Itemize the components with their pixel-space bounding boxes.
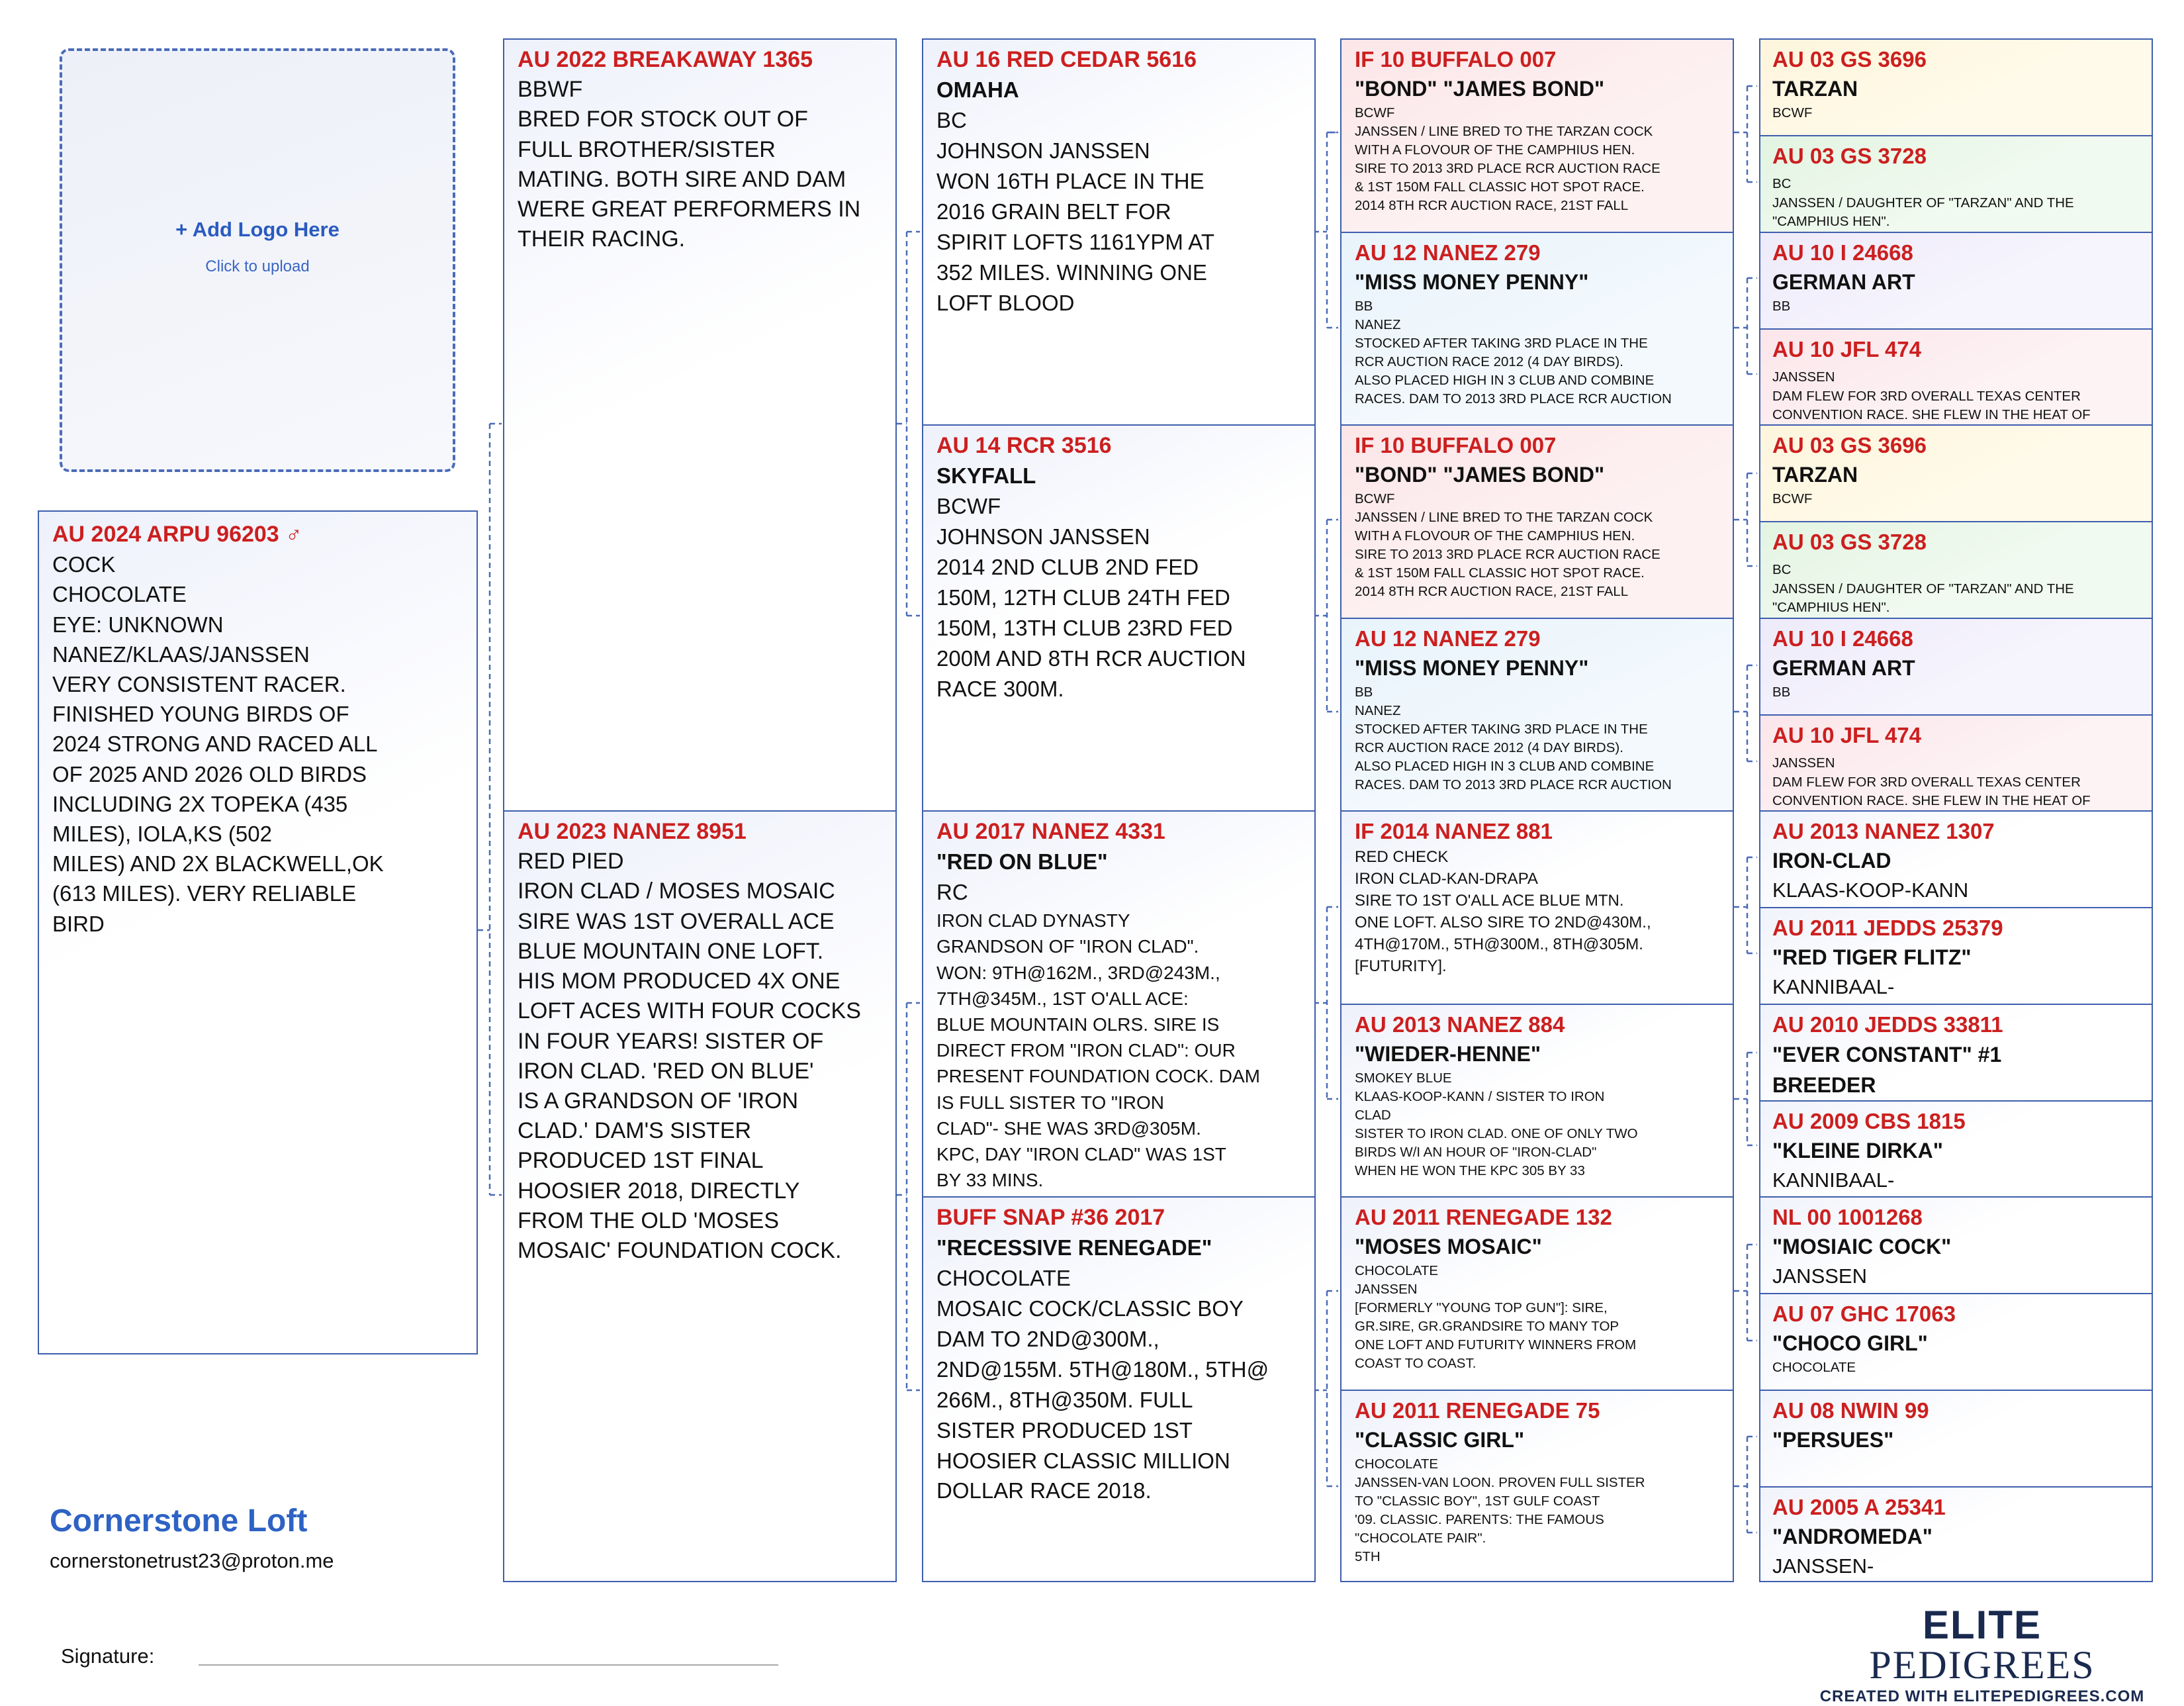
gen4-details: KLAAS-KOOP-KANN: [1772, 878, 1969, 902]
great-grandparent-reg: AU 2011 RENEGADE 132: [1355, 1205, 1612, 1229]
gen4-details: KANNIBAAL-: [1772, 1168, 1895, 1192]
gen4-reg: AU 10 I 24668: [1772, 240, 1913, 265]
gen4-name: "PERSUES": [1772, 1427, 1894, 1452]
sire-reg: AU 2022 BREAKAWAY 1365: [518, 47, 813, 72]
connector-g3-4: [1734, 857, 1757, 953]
brand-name-b: PEDIGREES: [1869, 1643, 2095, 1687]
grandparent-name: "RECESSIVE RENEGADE": [936, 1235, 1212, 1260]
gen4-notes: BB: [1772, 298, 1791, 314]
brand-logo: [1807, 1605, 2158, 1706]
connector-g3-7: [1734, 1437, 1757, 1533]
connector-g3-1: [1734, 278, 1757, 374]
brand-name-a: ELITE: [1922, 1603, 2042, 1647]
connector-g3-2: [1734, 473, 1757, 566]
great-grandparent-name: "MISS MONEY PENNY": [1355, 655, 1589, 680]
dam-details: RED PIED IRON CLAD / MOSES MOSAIC SIRE WAS 1ST OVERALL ACE BLUE MOUNTAIN ONE LOFT. HIS MOM PRODUCED 4X ONE LOFT ACES WITH FOUR COCKS IN FOUR YEARS! SISTER OF IRON CLAD. 'RED ON BLUE' IS A GRANDSON OF 'IRON CLAD.' DAM'S SISTER PRODUCED 1ST FINAL HOOSIER 2018, DIRECTLY FROM THE OLD 'MOSES MOSAIC' FOUNDATION COCK.: [518, 849, 861, 1264]
great-grandparent-notes: BB NANEZ STOCKED AFTER TAKING 3RD PLACE IN THE RCR AUCTION RACE 2012 (4 DAY BIRDS). ALSO PLACED HIGH IN 3 CLUB AND COMBINE RACES. DAM TO 2013 3RD PLACE RCR AUCTION: [1355, 298, 1672, 407]
gen4-box[interactable]: [1759, 810, 2153, 908]
grandparent-box[interactable]: [922, 1196, 1316, 1582]
gen4-reg: AU 2011 JEDDS 25379: [1772, 916, 2003, 940]
connector-g3-5: [1734, 1053, 1757, 1145]
gen4-name: "MOSIAIC COCK": [1772, 1234, 1952, 1258]
gen4-notes: BC JANSSEN / DAUGHTER OF "TARZAN" AND THE "CAMPHIUS HEN".: [1772, 175, 2074, 230]
gen4-name: GERMAN ART: [1772, 269, 1915, 294]
gen4-name: TARZAN: [1772, 76, 1858, 101]
great-grandparent-name: "CLASSIC GIRL": [1355, 1427, 1525, 1452]
grandparent-name: "RED ON BLUE": [936, 849, 1108, 875]
great-grandparent-notes: BCWF JANSSEN / LINE BRED TO THE TARZAN COCK WITH A FLOVOUR OF THE CAMPHIUS HEN. SIRE TO 2013 3RD PLACE RCR AUCTION RACE & 1ST 150M FALL CLASSIC HOT SPOT RACE. 2014 8TH RCR AUCTION RACE, 21ST FALL: [1355, 491, 1661, 600]
gen4-reg: AU 03 GS 3696: [1772, 433, 1927, 457]
gen4-notes: BCWF: [1772, 105, 1813, 120]
loft-email: cornerstonetrust23@proton.me: [50, 1549, 334, 1572]
brand-subtitle: CREATED WITH ELITEPEDIGREES.COM: [1819, 1687, 2145, 1705]
gen4-reg: NL 00 1001268: [1772, 1205, 1923, 1229]
great-grandparent-notes: BB NANEZ STOCKED AFTER TAKING 3RD PLACE IN THE RCR AUCTION RACE 2012 (4 DAY BIRDS). ALSO PLACED HIGH IN 3 CLUB AND COMBINE RACES. DAM TO 2013 3RD PLACE RCR AUCTION: [1355, 684, 1672, 793]
gen4-name: "EVER CONSTANT" #1 BREEDER: [1772, 1042, 2002, 1098]
gen4-details: JANSSEN-: [1772, 1554, 1874, 1578]
great-grandparent-notes: CHOCOLATE JANSSEN-VAN LOON. PROVEN FULL SISTER TO "CLASSIC BOY", 1ST GULF COAST '09. CLASSIC. PARENTS: THE FAMOUS "CHOCOLATE PAIR". 5TH: [1355, 1456, 1645, 1565]
gen4-box[interactable]: [1759, 618, 2153, 716]
gen4-reg: AU 10 JFL 474: [1772, 337, 1922, 361]
grandparent-box[interactable]: [922, 38, 1316, 426]
grandparent-name: SKYFALL: [936, 463, 1036, 489]
grandparent-reg: AU 16 RED CEDAR 5616: [936, 47, 1197, 72]
gen4-reg: AU 03 GS 3728: [1772, 144, 1927, 168]
great-grandparent-reg: IF 10 BUFFALO 007: [1355, 433, 1557, 457]
gen4-notes: JANSSEN DAM FLEW FOR 3RD OVERALL TEXAS CENTER CONVENTION RACE. SHE FLEW IN THE HEAT OF: [1772, 369, 2091, 423]
gen4-name: GERMAN ART: [1772, 655, 1915, 680]
great-grandparent-notes: BCWF JANSSEN / LINE BRED TO THE TARZAN COCK WITH A FLOVOUR OF THE CAMPHIUS HEN. SIRE TO 2013 3RD PLACE RCR AUCTION RACE & 1ST 150M FALL CLASSIC HOT SPOT RACE. 2014 8TH RCR AUCTION RACE, 21ST FALL: [1355, 105, 1661, 214]
gen4-name: IRON-CLAD: [1772, 848, 1891, 873]
gen4-box[interactable]: [1759, 907, 2153, 1005]
loft-name: Cornerstone Loft: [50, 1503, 308, 1539]
great-grandparent-reg: AU 2011 RENEGADE 75: [1355, 1398, 1600, 1423]
gen4-name: "ANDROMEDA": [1772, 1524, 1933, 1548]
gen4-box[interactable]: [1759, 1196, 2153, 1294]
great-grandparent-reg: IF 10 BUFFALO 007: [1355, 47, 1557, 71]
gen4-box[interactable]: [1759, 1004, 2153, 1102]
great-grandparent-box[interactable]: [1340, 424, 1734, 620]
sire-box[interactable]: [503, 38, 897, 812]
great-grandparent-name: "MISS MONEY PENNY": [1355, 269, 1589, 294]
gen4-name: "CHOCO GIRL": [1772, 1331, 1928, 1355]
grandparent-reg: AU 2017 NANEZ 4331: [936, 819, 1165, 844]
sire-details: BBWF BRED FOR STOCK OUT OF FULL BROTHER/SISTER MATING. BOTH SIRE AND DAM WERE GREAT PERFORMERS IN THEIR RACING.: [518, 77, 861, 252]
gen4-notes: CHOCOLATE: [1772, 1359, 1856, 1375]
connector-g2-3: [1314, 1291, 1338, 1486]
great-grandparent-name: "WIEDER-HENNE": [1355, 1041, 1541, 1066]
gen4-reg: AU 07 GHC 17063: [1772, 1302, 1956, 1326]
grandparent-box[interactable]: [922, 810, 1316, 1198]
gen4-notes: BCWF: [1772, 491, 1813, 506]
grandparent-details: RC: [936, 880, 968, 905]
great-grandparent-box[interactable]: [1340, 38, 1734, 234]
great-grandparent-box[interactable]: [1340, 1004, 1734, 1199]
gen4-reg: AU 10 JFL 474: [1772, 723, 1922, 747]
grandparent-reg: BUFF SNAP #36 2017: [936, 1205, 1165, 1230]
gen4-reg: AU 03 GS 3696: [1772, 47, 1927, 71]
gen4-details: JANSSEN: [1772, 1264, 1867, 1288]
upload-hint: Click to upload: [205, 258, 310, 275]
gen4-details: KANNIBAAL-: [1772, 974, 1895, 998]
signature-line[interactable]: [199, 1664, 778, 1666]
great-grandparent-details: RED CHECK IRON CLAD-KAN-DRAPA SIRE TO 1ST O'ALL ACE BLUE MTN. ONE LOFT. ALSO SIRE TO 2ND@430M., 4TH@170M., 5TH@300M., 8TH@305M. [FUTURITY].: [1355, 847, 1651, 976]
great-grandparent-reg: AU 2013 NANEZ 884: [1355, 1012, 1565, 1037]
connector-g2-1: [1314, 520, 1338, 712]
gen4-name: "RED TIGER FLITZ": [1772, 945, 1972, 969]
great-grandparent-name: "BOND" "JAMES BOND": [1355, 462, 1605, 487]
dam-box[interactable]: [503, 810, 897, 1582]
connector-g3-3: [1734, 665, 1757, 761]
gen4-box[interactable]: [1759, 1390, 2153, 1488]
gen4-box[interactable]: [1759, 38, 2153, 136]
gen4-box[interactable]: [1759, 328, 2153, 426]
gen4-name: "KLEINE DIRKA": [1772, 1138, 1943, 1162]
great-grandparent-box[interactable]: [1340, 232, 1734, 427]
connector-sire: [897, 232, 920, 616]
great-grandparent-reg: IF 2014 NANEZ 881: [1355, 819, 1553, 843]
great-grandparent-notes: CHOCOLATE JANSSEN [FORMERLY "YOUNG TOP GUN"]: SIRE, GR.SIRE, GR.GRANDSIRE TO MANY TOP ONE LOFT AND FUTURITY WINNERS FROM COAST TO COAST.: [1355, 1262, 1637, 1372]
great-grandparent-name: "BOND" "JAMES BOND": [1355, 76, 1605, 101]
gen4-box[interactable]: [1759, 1100, 2153, 1198]
gen4-box[interactable]: [1759, 424, 2153, 522]
grandparent-details: BC JOHNSON JANSSEN WON 16TH PLACE IN THE 2016 GRAIN BELT FOR SPIRIT LOFTS 1161YPM AT 352 MILES. WINNING ONE LOFT BLOOD: [936, 108, 1214, 315]
gen4-box[interactable]: [1759, 1486, 2153, 1582]
great-grandparent-notes: SMOKEY BLUE KLAAS-KOOP-KANN / SISTER TO IRON CLAD SISTER TO IRON CLAD. ONE OF ONLY TWO BIRDS W/I AN HOUR OF "IRON-CLAD" WHEN HE WON THE KPC 305 BY 33: [1355, 1070, 1638, 1179]
subject-box[interactable]: [38, 510, 478, 1354]
grandparent-box[interactable]: [922, 424, 1316, 812]
grandparent-details: BCWF JOHNSON JANSSEN 2014 2ND CLUB 2ND FED 150M, 12TH CLUB 24TH FED 150M, 13TH CLUB 23RD FED 200M AND 8TH RCR AUCTION RACE 300M.: [936, 494, 1246, 701]
gen4-reg: AU 10 I 24668: [1772, 626, 1913, 651]
great-grandparent-reg: AU 12 NANEZ 279: [1355, 240, 1541, 265]
gen4-notes: BC JANSSEN / DAUGHTER OF "TARZAN" AND THE "CAMPHIUS HEN".: [1772, 561, 2074, 616]
signature-label: Signature:: [61, 1644, 155, 1668]
gen4-name: TARZAN: [1772, 462, 1858, 487]
great-grandparent-box[interactable]: [1340, 618, 1734, 813]
grandparent-notes: IRON CLAD DYNASTY GRANDSON OF "IRON CLAD". WON: 9TH@162M., 3RD@243M., 7TH@345M., 1ST O'ALL ACE: BLUE MOUNTAIN OLRS. SIRE IS DIRECT FROM "IRON CLAD": OUR PRESENT FOUNDATION COCK. DAM IS FULL SISTER TO "IRON CLAD"- SHE WAS 3RD@305M. KPC, DAY "IRON CLAD" WAS 1ST BY 33 MINS.: [936, 910, 1261, 1191]
grandparent-name: OMAHA: [936, 77, 1019, 103]
gen4-reg: AU 2005 A 25341: [1772, 1495, 1946, 1519]
grandparent-details: CHOCOLATE MOSAIC COCK/CLASSIC BOY DAM TO 2ND@300M., 2ND@155M. 5TH@180M., 5TH@ 266M., 8TH@350M. FULL SISTER PRODUCED 1ST HOOSIER CLASSIC MILLION DOLLAR RACE 2018.: [936, 1266, 1269, 1503]
gen4-reg: AU 2010 JEDDS 33811: [1772, 1012, 2003, 1037]
connector-subject: [478, 424, 502, 1195]
gen4-reg: AU 2013 NANEZ 1307: [1772, 819, 1995, 843]
great-grandparent-name: "MOSES MOSAIC": [1355, 1234, 1542, 1258]
connector-g3-6: [1734, 1245, 1757, 1341]
gen4-box[interactable]: [1759, 1293, 2153, 1391]
logo-upload-area[interactable]: [60, 48, 455, 472]
connector-g3-0: [1734, 86, 1757, 182]
gen4-notes: BB: [1772, 684, 1791, 700]
connector-g2-2: [1314, 907, 1338, 1099]
gen4-reg: AU 08 NWIN 99: [1772, 1398, 1929, 1423]
grandparent-reg: AU 14 RCR 3516: [936, 433, 1112, 458]
add-logo-label[interactable]: + Add Logo Here: [175, 218, 340, 241]
great-grandparent-box[interactable]: [1340, 1390, 1734, 1582]
gen4-box[interactable]: [1759, 521, 2153, 619]
gen4-box[interactable]: [1759, 135, 2153, 233]
connector-g2-0: [1314, 132, 1338, 328]
great-grandparent-box[interactable]: [1340, 810, 1734, 1006]
dam-reg: AU 2023 NANEZ 8951: [518, 819, 747, 844]
gen4-reg: AU 03 GS 3728: [1772, 530, 1927, 554]
gen4-notes: JANSSEN DAM FLEW FOR 3RD OVERALL TEXAS CENTER CONVENTION RACE. SHE FLEW IN THE HEAT OF: [1772, 755, 2091, 809]
subject-reg: AU 2024 ARPU 96203 ♂: [52, 522, 302, 547]
connector-dam: [897, 1003, 920, 1390]
gen4-reg: AU 2009 CBS 1815: [1772, 1109, 1966, 1133]
great-grandparent-reg: AU 12 NANEZ 279: [1355, 626, 1541, 651]
gen4-box[interactable]: [1759, 714, 2153, 812]
gen4-box[interactable]: [1759, 232, 2153, 330]
great-grandparent-box[interactable]: [1340, 1196, 1734, 1392]
subject-details: COCK CHOCOLATE EYE: UNKNOWN NANEZ/KLAAS/JANSSEN VERY CONSISTENT RACER. FINISHED YOUNG BIRDS OF 2024 STRONG AND RACED ALL OF 2025 AND 2026 OLD BIRDS INCLUDING 2X TOPEKA (435 MILES), IOLA,KS (502 MILES) AND 2X BLACKWELL,OK (613 MILES). VERY RELIABLE BIRD: [52, 552, 384, 936]
